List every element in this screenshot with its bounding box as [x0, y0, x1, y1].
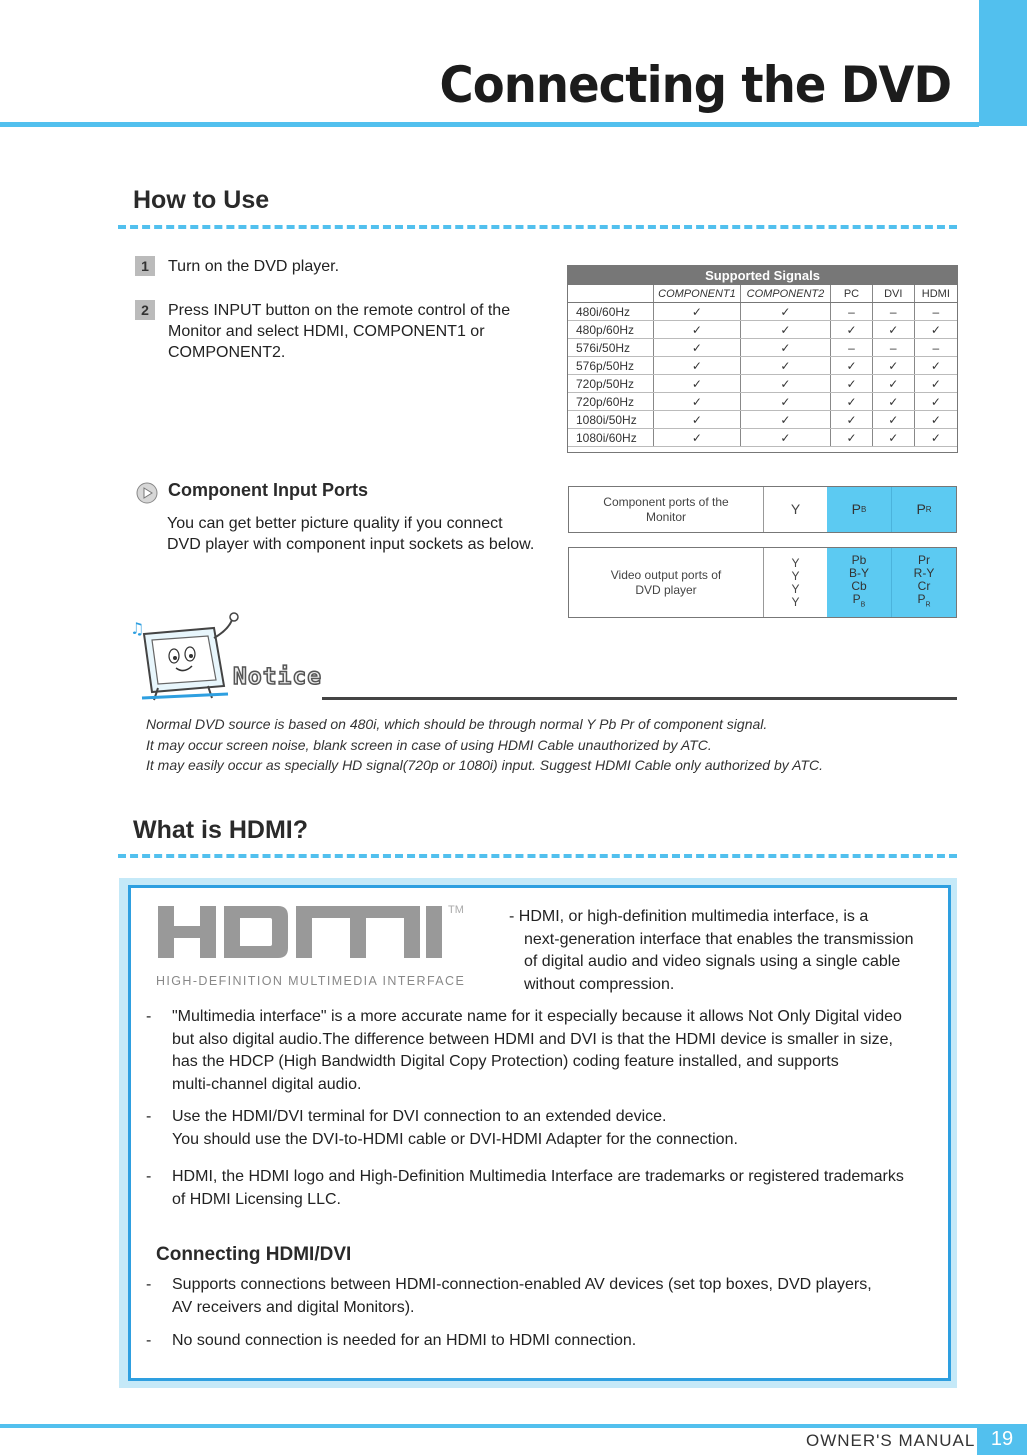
hdmi-bullet-2: - Use the HDMI/DVI terminal for DVI connection to an extended device. You should use the DVI-to-HDMI cable or DVI-HDMI Adapter for the connection.	[146, 1108, 738, 1148]
signals-cell: ✓	[872, 375, 914, 393]
signals-cell: ✓	[914, 321, 957, 339]
monitor-ports-label: Component ports of the Monitor	[569, 487, 764, 532]
signals-header-pc: PC	[831, 285, 873, 303]
signals-row	[568, 375, 957, 393]
signals-cell: ✓	[914, 375, 957, 393]
signals-cell: ✓	[740, 357, 830, 375]
hdmi-bullet-1: - "Multimedia interface" is a more accurate name for it especially because it allows Not Only Digital video but also digital audio.The difference between HDMI and DVI is that the HDMI device is smaller in size, has the HDCP (High Bandwidth Digital Copy Protection) coding feature installed, and supports multi-channel digital audio.	[146, 1008, 902, 1093]
signals-cell: ✓	[831, 429, 873, 447]
supported-signals-table	[568, 266, 957, 447]
signals-cell: ✓	[831, 375, 873, 393]
signals-cell: ✓	[831, 411, 873, 429]
signals-cell: ✓	[740, 321, 830, 339]
connecting-bullet-1: - Supports connections between HDMI-connection-enabled AV devices (set top boxes, DVD players, AV receivers and digital Monitors).	[146, 1276, 872, 1316]
signals-row	[568, 357, 957, 375]
step-number-1: 1	[135, 256, 155, 276]
signals-cell: ✓	[654, 375, 741, 393]
component-ports-title: Component Input Ports	[168, 480, 368, 500]
signals-header-hdmi: HDMI	[914, 285, 957, 303]
signals-cell: ✓	[740, 303, 830, 321]
signals-header-blank	[568, 285, 654, 303]
step-2-text: Press INPUT button on the remote control of the Monitor and select HDMI, COMPONENT1 or COMPONENT2.	[168, 302, 511, 361]
signals-row-label: 720p/50Hz	[568, 375, 654, 393]
section-title-what-is-hdmi: What is HDMI?	[133, 816, 308, 844]
signals-row	[568, 303, 957, 321]
signals-row-label: 480p/60Hz	[568, 321, 654, 339]
signals-cell: –	[831, 303, 873, 321]
page-number: 19	[977, 1424, 1027, 1455]
dvd-port-pb: Pb B-Y Cb $P_B$	[827, 548, 892, 617]
signals-cell: ✓	[654, 321, 741, 339]
footer-rule	[0, 1424, 1027, 1428]
signals-cell: ✓	[914, 357, 957, 375]
dvd-ports-label: Video output ports of DVD player	[569, 548, 764, 617]
signals-cell: –	[831, 339, 873, 357]
signals-cell: ✓	[872, 321, 914, 339]
signals-cell: ✓	[740, 339, 830, 357]
signals-header-component1: COMPONENT1	[654, 285, 741, 303]
connecting-hdmi-dvi-title: Connecting HDMI/DVI	[156, 1244, 352, 1265]
notice-line-1: Normal DVD source is based on 480i, which should be through normal Y Pb Pr of component signal.	[146, 716, 768, 732]
signals-cell: –	[914, 339, 957, 357]
signals-cell: ✓	[872, 429, 914, 447]
step-1-text: Turn on the DVD player.	[168, 258, 340, 275]
signals-cell: ✓	[914, 411, 957, 429]
hdmi-logo-mark-icon	[156, 902, 446, 962]
signals-cell: ✓	[740, 429, 830, 447]
footer-label: OWNER'S MANUAL	[806, 1431, 976, 1450]
signals-cell: –	[872, 303, 914, 321]
monitor-port-y: Y	[790, 501, 801, 517]
signals-cell: ✓	[654, 303, 741, 321]
signals-cell: ✓	[654, 357, 741, 375]
notice-line-2: It may occur screen noise, blank screen in case of using HDMI Cable unauthorized by ATC.	[146, 737, 712, 753]
page-title: Connecting the DVD	[439, 56, 951, 114]
signals-row	[568, 393, 957, 411]
signals-header-dvi: DVI	[872, 285, 914, 303]
signals-cell: ✓	[914, 393, 957, 411]
signals-row	[568, 321, 957, 339]
notice-label: Notice	[233, 664, 323, 690]
hdmi-intro-text: - HDMI, or high-definition multimedia interface, is a next-generation interface that enables the transmission of digital audio and video signals using a single cable without compression.	[509, 908, 914, 993]
signals-row-label: 576p/50Hz	[568, 357, 654, 375]
signals-cell: –	[914, 303, 957, 321]
signals-cell: ✓	[872, 411, 914, 429]
section-title-how-to-use: How to Use	[133, 186, 270, 214]
hdmi-logo	[156, 900, 466, 990]
dvd-port-pr: Pr R-Y Cr $P_R$	[892, 548, 956, 617]
signals-cell: ✓	[654, 411, 741, 429]
signals-row	[568, 429, 957, 447]
dvd-port-y: Y Y Y Y	[791, 555, 800, 609]
signals-cell: ✓	[740, 375, 830, 393]
bullet-play-icon	[136, 482, 158, 504]
dashed-divider	[118, 225, 957, 229]
step-number-2: 2	[135, 300, 155, 320]
hdmi-bullet-3: - HDMI, the HDMI logo and High-Definition Multimedia Interface are trademarks or registered trademarks of HDMI Licensing LLC.	[146, 1168, 904, 1208]
connecting-bullet-2: - No sound connection is needed for an HDMI to HDMI connection.	[146, 1332, 637, 1349]
hdmi-logo-tm: TM	[448, 904, 464, 916]
signals-row	[568, 339, 957, 357]
monitor-port-pb: P B	[827, 487, 892, 532]
signals-cell: ✓	[740, 393, 830, 411]
signals-cell: ✓	[654, 393, 741, 411]
signals-cell: ✓	[831, 357, 873, 375]
signals-row-label: 720p/60Hz	[568, 393, 654, 411]
notice-line-3: It may easily occur as specially HD signal(720p or 1080i) input. Suggest HDMI Cable only authorized by ATC.	[146, 757, 823, 773]
notice-tv-mascot-icon	[128, 608, 248, 704]
signals-table-title: Supported Signals	[568, 266, 957, 285]
monitor-port-pr: P R	[892, 487, 956, 532]
header-rule	[0, 122, 979, 127]
header-tab	[979, 0, 1027, 126]
signals-cell: ✓	[654, 339, 741, 357]
dashed-divider	[118, 854, 957, 858]
signals-cell: –	[872, 339, 914, 357]
dvd-ports-table	[568, 547, 957, 618]
component-ports-description: You can get better picture quality if you connect DVD player with component input sockets as below.	[167, 515, 535, 553]
signals-cell: ✓	[831, 321, 873, 339]
monitor-ports-table	[568, 486, 957, 533]
signals-row-label: 1080i/50Hz	[568, 411, 654, 429]
signals-row-label: 576i/50Hz	[568, 339, 654, 357]
svg-text:♫: ♫	[130, 619, 145, 638]
signals-row-label: 1080i/60Hz	[568, 429, 654, 447]
signals-cell: ✓	[872, 357, 914, 375]
signals-cell: ✓	[831, 393, 873, 411]
signals-cell: ✓	[740, 411, 830, 429]
signals-header-component2: COMPONENT2	[740, 285, 830, 303]
signals-row	[568, 411, 957, 429]
signals-cell: ✓	[654, 429, 741, 447]
hdmi-logo-tagline: HIGH-DEFINITION MULTIMEDIA INTERFACE	[156, 974, 466, 988]
signals-cell: ✓	[914, 429, 957, 447]
signals-row-label: 480i/60Hz	[568, 303, 654, 321]
signals-cell: ✓	[872, 393, 914, 411]
notice-rule	[322, 697, 957, 700]
